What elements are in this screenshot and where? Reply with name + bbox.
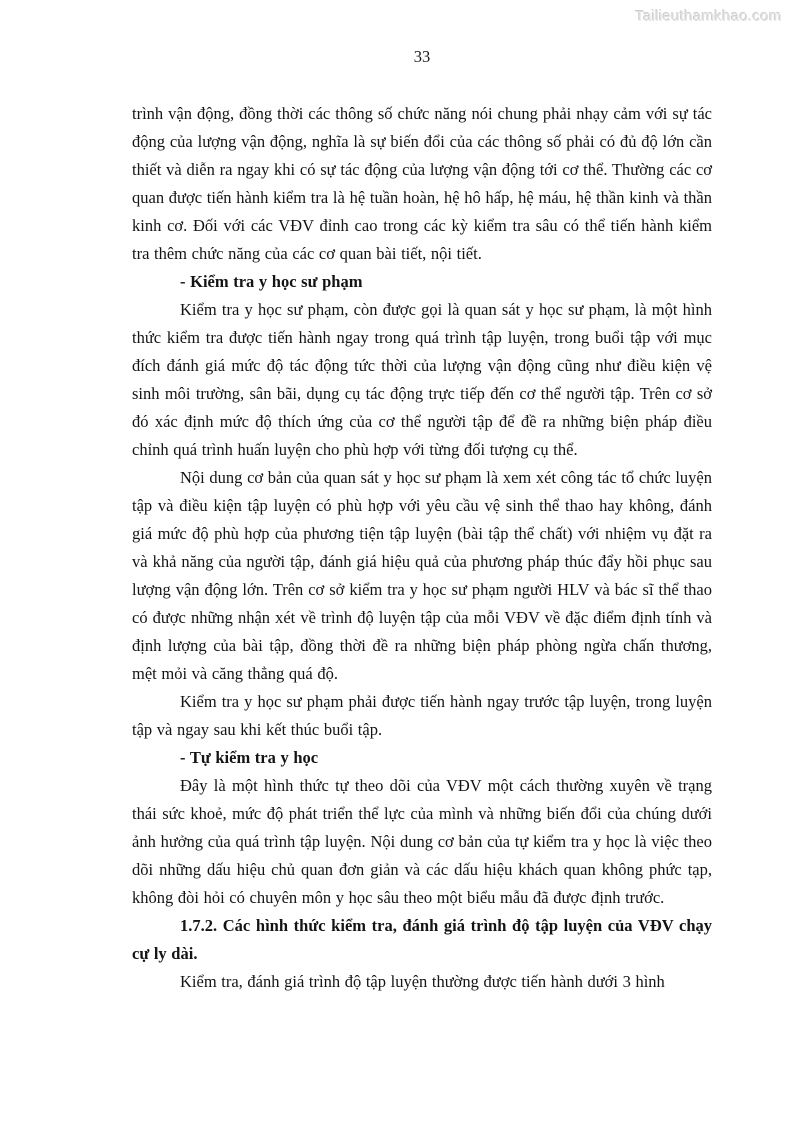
paragraph-thoi-diem-kiem-tra: Kiểm tra y học sư phạm phải được tiến hành ngay trước tập luyện, trong luyện tập và ngay sau khi kết thúc buổi tập. [132, 692, 712, 739]
paragraph-tu-kiem-tra-y-hoc: Đây là một hình thức tự theo dõi của VĐV một cách thường xuyên về trạng thái sức khoẻ, mức độ phát triển thể lực của mình và những biến đổi của chúng dưới ảnh hưởng của quá trình tập luyện. Nội dung cơ bản của tự kiểm tra y học là việc theo dõi những dấu hiệu chủ quan đơn giản và các dấu hiệu khách quan không phức tạp, không đòi hỏi có chuyên môn y học sâu theo một biểu mẫu đã được định trước. [132, 776, 712, 907]
paragraph-kiem-tra-danh-gia: Kiểm tra, đánh giá trình độ tập luyện thường được tiến hành dưới 3 hình [180, 972, 665, 991]
heading-1-7-2-cac-hinh-thuc-kiem-tra: 1.7.2. Các hình thức kiểm tra, đánh giá trình độ tập luyện của VĐV chạy cự ly dài. [132, 916, 712, 963]
document-body [132, 100, 712, 996]
page-number: 33 [413, 47, 431, 66]
paragraph-noi-dung-co-ban: Nội dung cơ bản của quan sát y học sư phạm là xem xét công tác tổ chức luyện tập và điều kiện tập luyện có phù hợp với yêu cầu vệ sinh thể thao hay không, đánh giá mức độ phù hợp của phương tiện tập luyện (bài tập thể chất) với nhiệm vụ đặt ra và khả năng của người tập, đánh giá hiệu quả của phương pháp thúc đẩy hồi phục sau lượng vận động lớn. Trên cơ sở kiểm tra y học sư phạm người HLV và bác sĩ thể thao có được những nhận xét về trình độ luyện tập của mỗi VĐV về đặc điểm định tính và định lượng của bài tập, đồng thời đề ra những biện pháp phòng ngừa chấn thương, mệt mỏi và căng thẳng quá độ. [132, 468, 712, 683]
heading-tu-kiem-tra-y-hoc: - Tự kiểm tra y học [180, 748, 319, 767]
paragraph-kiem-tra-y-hoc-su-pham: Kiểm tra y học sư phạm, còn được gọi là quan sát y học sư phạm, là một hình thức kiểm tra được tiến hành ngay trong quá trình tập luyện, trong buổi tập với mục đích đánh giá mức độ tác động tức thời của lượng vận động cũng như điều kiện vệ sinh môi trường, sân bãi, dụng cụ tác động trực tiếp đến cơ thể người tập. Trên cơ sở đó xác định mức độ thích ứng của cơ thể người tập để đề ra những biện pháp điều chỉnh quá trình huấn luyện cho phù hợp với từng đối tượng cụ thể. [132, 300, 712, 459]
watermark-text: Tailieuthamkhao.com [635, 8, 782, 25]
paragraph-continuation: trình vận động, đồng thời các thông số chức năng nói chung phải nhạy cảm với sự tác động của lượng vận động, nghĩa là sự biến đổi của các thông số phải có đủ độ lớn cần thiết và diễn ra ngay khi có sự tác động của lượng vận động tới cơ thể. Thường các cơ quan được tiến hành kiểm tra là hệ tuần hoàn, hệ hô hấp, hệ máu, hệ thần kinh và thần kinh cơ. Đối với các VĐV đỉnh cao trong các kỳ kiểm tra sâu có thể tiến hành kiểm tra thêm chức năng của các cơ quan bài tiết, nội tiết. [132, 104, 712, 263]
heading-kiem-tra-y-hoc-su-pham: - Kiểm tra y học sư phạm [180, 272, 363, 291]
